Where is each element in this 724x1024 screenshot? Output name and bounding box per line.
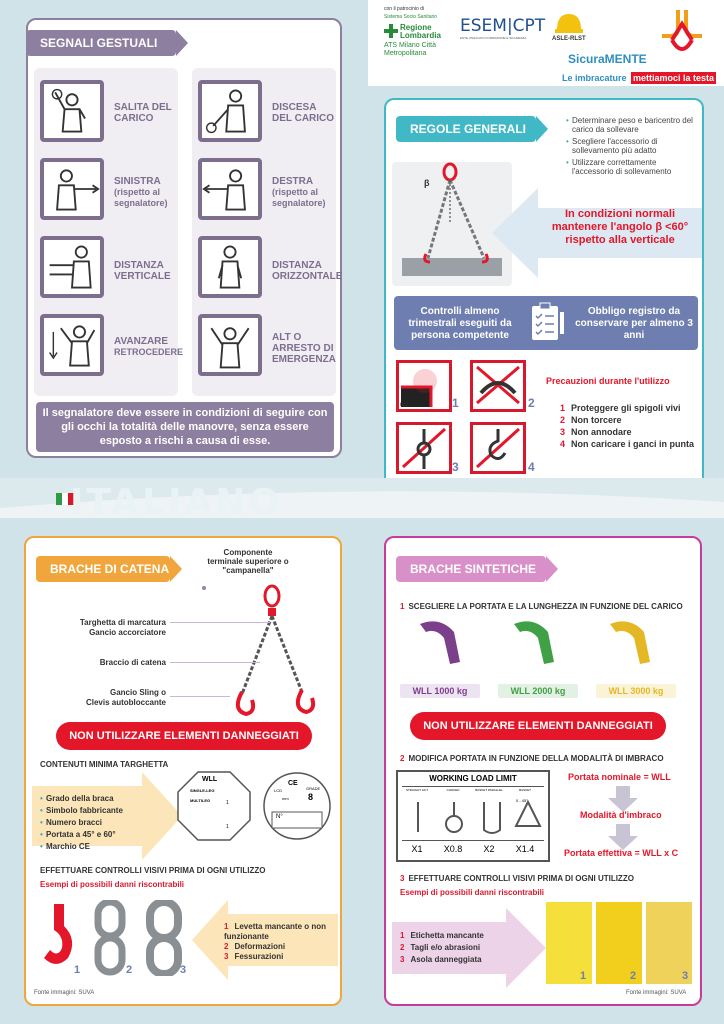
chain-title: BRACHE DI CATENA [50, 562, 170, 576]
signal-forward-back-icon [40, 314, 104, 376]
signals-title: SEGNALI GESTUALI [40, 36, 158, 50]
col-head: STRAIGHT LIFT [405, 788, 429, 792]
ats-text: ATS Milano Città Metropolitana [384, 42, 436, 57]
label-chain-leg: Braccio di catena [99, 658, 166, 667]
signal-label-7: AVANZARE RETROCEDERE [114, 336, 184, 357]
rules-bullet: • Determinare peso e baricentro del carico da sollevare [566, 116, 698, 134]
leader-dot [202, 586, 206, 590]
table-divider [402, 840, 544, 841]
no-knot-icon [396, 422, 452, 474]
synthetic-damages-list [400, 930, 520, 966]
signal-horizontal-distance-icon [198, 236, 262, 298]
esem-logo: ESEM|CPT [460, 16, 546, 36]
damage-examples-subtitle: Esempi di possibili danni riscontrabili [40, 880, 185, 889]
down-arrow-icon [608, 786, 638, 812]
photo-number: 1 [580, 970, 587, 982]
photo-number: 2 [126, 964, 133, 976]
synthetic-header [396, 556, 546, 582]
box-number: 2 [528, 396, 535, 410]
plate-item: • Marchio CE [40, 842, 150, 851]
label-clevis: Clevis autobloccante [85, 698, 166, 707]
patronage-text: con il patrocinio di [384, 6, 425, 12]
plate-item: • Numero bracci [40, 818, 150, 827]
signal-label-3: SINISTRA (rispetto al segnalatore) [114, 176, 168, 208]
rules-bullet: • Utilizzare correttamente l'accessorio di sollevamento [566, 158, 698, 176]
label-plate: Targhetta di marcatura [79, 618, 166, 627]
precautions-title: Precauzioni durante l'utilizzo [546, 376, 670, 386]
box-number: 1 [452, 396, 459, 410]
chain-slings-panel [24, 536, 342, 1006]
lombardia-logo-icon [384, 24, 398, 38]
factor-cell: X1 [411, 844, 423, 854]
wll-3000: WLL 3000 kg [596, 684, 676, 698]
signal-label-4: DESTRA (rispetto al segnalatore) [272, 176, 326, 208]
crane-hook-icon [658, 10, 706, 66]
damage-item: 2 Deformazioni [224, 942, 286, 951]
chain-header [36, 556, 170, 582]
signal-lower-icon [198, 80, 262, 142]
rsd-label: r≥d [400, 402, 409, 408]
signals-panel [26, 18, 342, 458]
precautions-list [560, 402, 700, 450]
label-sling-hook: Gancio Sling o [109, 688, 166, 697]
plate-item: • Grado della braca [40, 794, 150, 803]
leader-line [170, 696, 230, 697]
controls-text: Controlli almeno trimestrali eseguiti da persona competente [408, 306, 512, 341]
down-arrow-icon [608, 824, 638, 850]
angle-beta-label: β [424, 178, 430, 188]
precaution-item: 4 Non caricare i ganci in punta [560, 439, 695, 449]
factor-cell: X1.4 [515, 844, 535, 854]
min-plate-title: CONTENUTI MINIMA TARGHETTA [40, 760, 169, 769]
wll-2000: WLL 2000 kg [498, 684, 578, 698]
tag-one-a: 1 [226, 800, 229, 806]
leader-line [170, 622, 270, 623]
green-sling-icon [504, 618, 564, 668]
helmet-icon [554, 12, 584, 34]
esem-sub: ENTE UNIFICATO FORMAZIONE E SICUREZZA [460, 36, 527, 40]
damage-item: 3 Asola danneggiata [400, 955, 482, 964]
leader-line [170, 662, 260, 663]
purple-sling-icon [410, 618, 470, 668]
signal-label-6: DISTANZA ORIZZONTALE [272, 260, 343, 282]
signal-stop-icon [198, 314, 262, 376]
rules-header [396, 116, 536, 142]
box-number: 4 [528, 460, 535, 474]
plate-item: • Portata a 45° e 60° [40, 830, 150, 839]
controls-banner [394, 296, 698, 350]
tag-serial: N° [276, 814, 283, 820]
step3-text: 3 EFFETTUARE CONTROLLI VISIVI PRIMA DI OGNI UTILIZZO [400, 874, 634, 883]
yellow-sling-icon [600, 618, 660, 668]
regione-text: Regione Lombardia [400, 23, 441, 40]
tag-wll: WLL [202, 776, 218, 783]
nominal-load: Portata nominale = WLL [568, 772, 671, 782]
signal-raise-icon [40, 80, 104, 142]
rules-bullets [566, 116, 698, 179]
box-number: 3 [452, 460, 459, 474]
signal-right-icon [198, 158, 262, 220]
language-label: ITALIANO [70, 482, 282, 523]
signal-label-8: ALT O ARRESTO DI EMERGENZA [272, 332, 336, 365]
plate-items [40, 794, 150, 854]
campaign-title: SicuraMENTE [568, 52, 647, 66]
wll-table-title: WORKING LOAD LIMIT [429, 774, 517, 783]
tag-single-leg: SINGLE-LEG [190, 788, 215, 793]
tag-mm: mm [282, 796, 289, 801]
signal-label-2: DISCESA DEL CARICO [272, 102, 335, 124]
factor-cell: X0.8 [443, 844, 463, 854]
tag-multileg: MULTILEG [190, 798, 211, 803]
chain-damages-list [224, 922, 336, 962]
damage-item: 2 Tagli e/o abrasioni [400, 943, 481, 952]
campaign-line-3: mettiamoci la testa [632, 73, 715, 83]
synthetic-slings-panel [384, 536, 702, 1006]
sling-mode: Modalità d'imbraco [580, 810, 662, 820]
checklist-icon [530, 302, 566, 342]
synthetic-damaged-warning: NON UTILIZZARE ELEMENTI DANNEGGIATI [410, 712, 666, 740]
register-text: Obbligo registro da conservare per almeno 3 anni [575, 306, 693, 341]
signals-note: Il segnalatore deve essere in condizioni di seguire con gli occhi la totalità delle manovre, senza essere esposto a rischi a causa di esse. [36, 402, 334, 452]
visual-check-title: EFFETTUARE CONTROLLI VISIVI PRIMA DI OGNI UTILIZZO [40, 866, 266, 875]
col-head: CHOKED [446, 788, 460, 792]
synthetic-title: BRACHE SINTETICHE [410, 562, 537, 576]
top-component-label: Componente terminale superiore o "campanella" [207, 548, 289, 575]
photo-number: 3 [682, 970, 689, 982]
campaign-line-2: Le imbracature [562, 73, 627, 83]
damage-item: 1 Etichetta mancante [400, 931, 484, 940]
photo-number: 1 [74, 964, 81, 976]
asle-text: ASLE-RLST [552, 36, 586, 42]
photo-number: 3 [180, 964, 187, 976]
step1-text: 1 SCEGLIERE LA PORTATA E LA LUNGHEZZA IN FUNZIONE DEL CARICO [400, 602, 683, 611]
precaution-item: 3 Non annodare [560, 427, 632, 437]
tag-lcd: LCD [274, 788, 283, 793]
damage-item: 1 Levetta mancante o non funzionante [224, 922, 327, 941]
no-hook-tip-icon [470, 422, 526, 474]
chain-sling-illustration [202, 584, 322, 724]
step2-text: 2 MODIFICA PORTATA IN FUNZIONE DELLA MODALITÀ DI IMBRACO [400, 754, 664, 763]
damaged-warning: NON UTILIZZARE ELEMENTI DANNEGGIATI [56, 722, 312, 750]
signal-label-5: DISTANZA VERTICALE [114, 260, 171, 282]
tag-ce: CE [288, 780, 298, 787]
rules-panel [384, 98, 704, 490]
tag-grade: GRADE [306, 786, 321, 791]
image-source: Fonte immagini: SUVA [34, 990, 95, 996]
logos-bar [368, 0, 724, 86]
precaution-item: 2 Non torcere [560, 415, 622, 425]
no-twist-icon [470, 360, 526, 412]
photo-number: 2 [630, 970, 637, 982]
col-head: BASKET PARALLEL [475, 788, 503, 792]
rules-title: REGOLE GENERALI [410, 122, 527, 136]
effective-load: Portata effettiva = WLL x C [564, 848, 679, 858]
campaign-slogan [562, 68, 716, 83]
label-shortening-hook: Gancio accorciatore [89, 628, 166, 637]
table-divider [402, 786, 544, 787]
plate-item: • Simbolo fabbricante [40, 806, 150, 815]
damage-item: 3 Fessurazioni [224, 952, 284, 961]
sling-modes-icon [400, 798, 546, 838]
precaution-item: 1 Proteggere gli spigoli vivi [560, 403, 681, 413]
wll-1000: WLL 1000 kg [400, 684, 480, 698]
basket-angle: 0 - 45° [516, 798, 528, 803]
rules-bullet: • Scegliere l'accessorio di sollevamento più adatto [566, 137, 698, 155]
signals-header [26, 30, 176, 56]
signal-vertical-distance-icon [40, 236, 104, 298]
synthetic-damage-subtitle: Esempi di possibili danni riscontrabili [400, 888, 545, 897]
col-head: BASKET [519, 788, 531, 792]
sistema-text: Sistema Socio Sanitario [384, 14, 438, 20]
signal-left-icon [40, 158, 104, 220]
factor-cell: X2 [483, 844, 495, 854]
tag-one-b: 1 [226, 824, 229, 830]
tag-grade-value: 8 [308, 792, 314, 802]
image-source: Fonte immagini: SUVA [626, 990, 687, 996]
angle-rule-text: In condizioni normali mantenere l'angolo β <60° rispetto alla verticale [551, 208, 689, 246]
wll-table [396, 770, 550, 862]
signal-label-1: SALITA DEL CARICO [114, 102, 172, 124]
